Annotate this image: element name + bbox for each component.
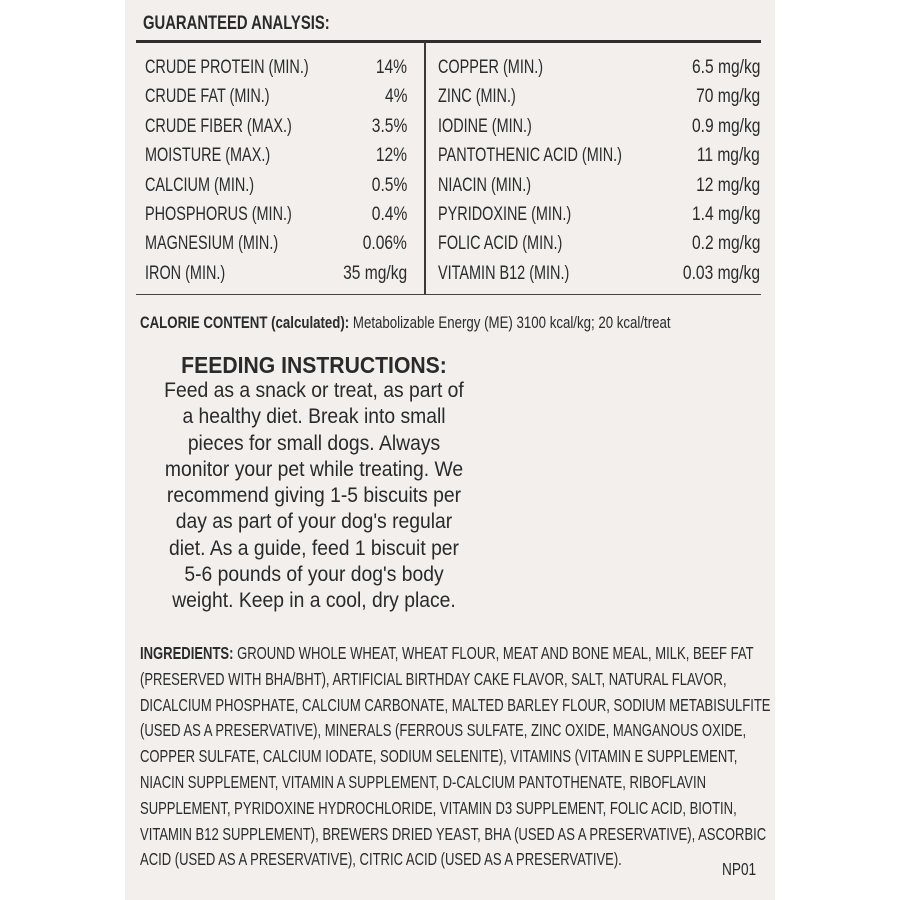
nutrient-value: 4% xyxy=(384,86,407,108)
ingredients-line: VITAMIN B12 SUPPLEMENT), BREWERS DRIED YEAST, BHA (USED AS A PRESERVATIVE), ASCORBIC xyxy=(140,823,767,844)
nutrient-value: 70 mg/kg xyxy=(695,86,760,108)
table-bottom-rule xyxy=(136,294,761,295)
ingredients-line xyxy=(140,641,754,667)
nutrient-name: PHOSPHORUS (MIN.) xyxy=(145,203,292,225)
nutrient-name: NIACIN (MIN.) xyxy=(438,174,532,196)
feeding-line: pieces for small dogs. Always xyxy=(187,431,441,455)
analysis-row xyxy=(145,229,407,258)
feeding-body xyxy=(138,378,490,615)
table-column-divider xyxy=(424,42,426,295)
nutrient-name: PYRIDOXINE (MIN.) xyxy=(438,203,572,225)
feeding-line: Feed as a snack or treat, as part of xyxy=(164,379,464,402)
nutrient-value: 14% xyxy=(375,57,407,78)
feeding-line: 5-6 pounds of your dog's body xyxy=(184,563,444,587)
analysis-row xyxy=(145,112,407,141)
feeding-line: a healthy diet. Break into small xyxy=(182,405,446,429)
nutrient-name: COPPER (MIN.) xyxy=(438,57,544,78)
nutrient-name: CRUDE FAT (MIN.) xyxy=(145,86,270,108)
analysis-row xyxy=(145,141,407,170)
ingredients-label: INGREDIENTS: xyxy=(140,643,234,663)
ingredients-line: COPPER SULFATE, CALCIUM IODATE, SODIUM SELENITE), VITAMINS (VITAMIN E SUPPLEMENT, xyxy=(140,746,738,767)
analysis-row xyxy=(145,171,407,200)
ingredients-block xyxy=(140,641,771,873)
analysis-row xyxy=(438,171,760,200)
feeding-instructions xyxy=(138,352,490,615)
analysis-row xyxy=(145,259,407,288)
nutrient-value: 0.06% xyxy=(362,233,407,255)
nutrient-value: 12 mg/kg xyxy=(695,174,760,196)
product-code: NP01 xyxy=(722,859,757,879)
nutrient-value: 0.5% xyxy=(371,174,407,196)
nutrient-value: 0.2 mg/kg xyxy=(691,233,760,255)
nutrient-name: FOLIC ACID (MIN.) xyxy=(438,233,563,255)
calorie-text: Metabolizable Energy (ME) 3100 kcal/kg; 20 kcal/treat xyxy=(349,313,671,332)
table-top-rule xyxy=(136,40,761,43)
nutrient-name: CRUDE PROTEIN (MIN.) xyxy=(145,57,309,78)
analysis-row xyxy=(438,53,760,82)
analysis-row xyxy=(438,112,760,141)
nutrient-name: IRON (MIN.) xyxy=(145,262,226,284)
ingredients-line: (USED AS A PRESERVATIVE), MINERALS (FERROUS SULFATE, ZINC OXIDE, MANGANOUS OXIDE, xyxy=(140,720,747,741)
nutrient-name: MOISTURE (MAX.) xyxy=(145,145,271,167)
analysis-row xyxy=(145,200,407,229)
analysis-row xyxy=(438,82,760,111)
feeding-line: diet. As a guide, feed 1 biscuit per xyxy=(168,536,460,560)
analysis-row xyxy=(145,53,407,82)
nutrient-value: 0.4% xyxy=(371,203,407,225)
ingredients-line: ACID (USED AS A PRESERVATIVE), CITRIC ACID (USED AS A PRESERVATIVE). xyxy=(140,849,622,870)
ingredients-line: (PRESERVED WITH BHA/BHT), ARTIFICIAL BIRTHDAY CAKE FLAVOR, SALT, NATURAL FLAVOR, xyxy=(140,668,727,689)
analysis-row xyxy=(145,82,407,111)
nutrient-name: VITAMIN B12 (MIN.) xyxy=(438,262,570,284)
calorie-label: CALORIE CONTENT (calculated): xyxy=(140,313,350,332)
nutrient-name: PANTOTHENIC ACID (MIN.) xyxy=(438,145,622,167)
nutrient-value: 0.03 mg/kg xyxy=(682,262,760,284)
nutrient-name: IODINE (MIN.) xyxy=(438,115,532,137)
feeding-line: weight. Keep in a cool, dry place. xyxy=(172,589,456,613)
analysis-right-column xyxy=(438,53,760,288)
nutrient-value: 11 mg/kg xyxy=(697,145,760,167)
analysis-row xyxy=(438,141,760,170)
nutrient-name: ZINC (MIN.) xyxy=(438,86,516,108)
analysis-left-column xyxy=(145,53,407,288)
ingredients-text: GROUND WHOLE WHEAT, WHEAT FLOUR, MEAT AND BONE MEAL, MILK, BEEF FAT xyxy=(233,643,754,663)
nutrient-name: CALCIUM (MIN.) xyxy=(145,174,255,196)
feeding-title: FEEDING INSTRUCTIONS: xyxy=(181,352,447,378)
analysis-row xyxy=(438,259,760,288)
feeding-line: monitor your pet while treating. We xyxy=(164,457,464,481)
nutrient-value: 3.5% xyxy=(371,115,407,137)
nutrient-value: 6.5 mg/kg xyxy=(691,57,760,78)
calorie-content xyxy=(140,313,671,333)
nutrient-name: MAGNESIUM (MIN.) xyxy=(145,233,279,255)
analysis-row xyxy=(438,200,760,229)
nutrient-value: 1.4 mg/kg xyxy=(691,203,760,225)
feeding-line: recommend giving 1-5 biscuits per xyxy=(166,484,462,508)
nutrient-value: 35 mg/kg xyxy=(342,262,407,284)
ingredients-line: SUPPLEMENT, PYRIDOXINE HYDROCHLORIDE, VITAMIN D3 SUPPLEMENT, FOLIC ACID, BIOTIN, xyxy=(140,797,737,818)
nutrient-name: CRUDE FIBER (MAX.) xyxy=(145,115,292,137)
ingredients-line: DICALCIUM PHOSPHATE, CALCIUM CARBONATE, MALTED BARLEY FLOUR, SODIUM METABISULFITE xyxy=(140,694,771,715)
ingredients-line: NIACIN SUPPLEMENT, VITAMIN A SUPPLEMENT, D-CALCIUM PANTOTHENATE, RIBOFLAVIN xyxy=(140,771,707,792)
nutrient-value: 0.9 mg/kg xyxy=(691,115,760,137)
nutrient-value: 12% xyxy=(375,145,407,167)
guaranteed-analysis-title: GUARANTEED ANALYSIS: xyxy=(143,13,330,34)
analysis-row xyxy=(438,229,760,258)
feeding-line: day as part of your dog's regular xyxy=(175,510,453,534)
